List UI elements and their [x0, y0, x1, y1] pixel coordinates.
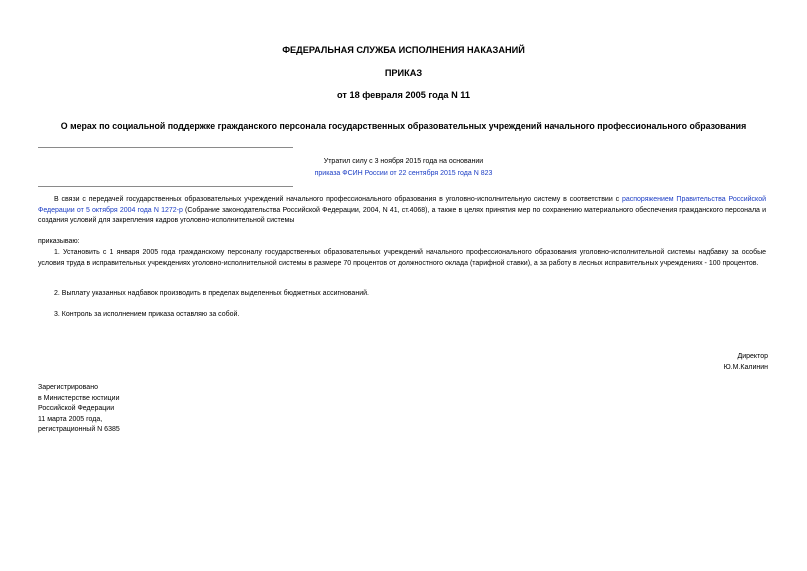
document-type-heading: ПРИКАЗ	[384, 68, 423, 78]
notice-top-divider	[38, 147, 293, 148]
registration-line: Зарегистрировано	[38, 384, 98, 391]
registration-line: Российской Федерации	[38, 405, 115, 412]
registration-date: 11 марта 2005 года,	[38, 415, 103, 423]
document-date-number: от 18 февраля 2005 года N 11	[337, 90, 470, 100]
order-item-3: 3. Контроль за исполнением приказа оставляю за собой.	[54, 311, 240, 318]
repeal-order-link[interactable]: приказа ФСИН России от 22 сентября 2015 года N 823	[314, 170, 493, 177]
order-word: приказываю:	[38, 238, 80, 245]
registration-line: в Министерстве юстиции	[38, 394, 120, 402]
document-title: О мерах по социальной поддержке гражданского персонала государственных образовательных учреждений начального профессионального образования	[60, 121, 747, 131]
preamble-paragraph: В связи с передачей государственных образовательных учреждений начального профессионального образования в уголовно-исполнительную систему в соответствии с распоряжением Правительства Российской Федерации от 5 октября 2004 года N 1272-р (Собрание законодательства Российской Федерации, 2004, N 41, ст.4068), а также в целях принятия мер по сохранению материального обеспечения гражданского персонала и создания условий для закрепления кадров уголовно-исполнительной системы	[38, 196, 767, 224]
signature-block	[724, 352, 768, 373]
registration-block	[38, 383, 120, 436]
signatory-position: Директор	[737, 353, 768, 360]
signatory-name: Ю.М.Калинин	[723, 363, 768, 371]
agency-heading: ФЕДЕРАЛЬНАЯ СЛУЖБА ИСПОЛНЕНИЯ НАКАЗАНИЙ	[282, 45, 525, 55]
order-item-1: 1. Установить с 1 января 2005 года гражданскому персоналу государственных образовательных учреждений начального профессионального образования уголовно-исполнительной системы надбавку за особые условия труда в исправительных учреждениях уголовно-исполнительной системы в размере 70 процентов от должностного оклада (тарифной ставки), а за работу в лесных исправительных учреждениях - 100 процентов.	[38, 249, 766, 267]
notice-bottom-divider	[38, 186, 293, 187]
registration-number: регистрационный N 6385	[38, 426, 120, 433]
order-item-2: 2. Выплату указанных надбавок производить в пределах выделенных бюджетных ассигнований.	[54, 290, 369, 297]
government-decree-link[interactable]: распоряжением Правительства Российской Федерации от 5 октября 2004 года N 1272-р	[38, 196, 767, 214]
notice-text: Утратил силу с 3 ноября 2015 года на основании	[323, 158, 484, 165]
